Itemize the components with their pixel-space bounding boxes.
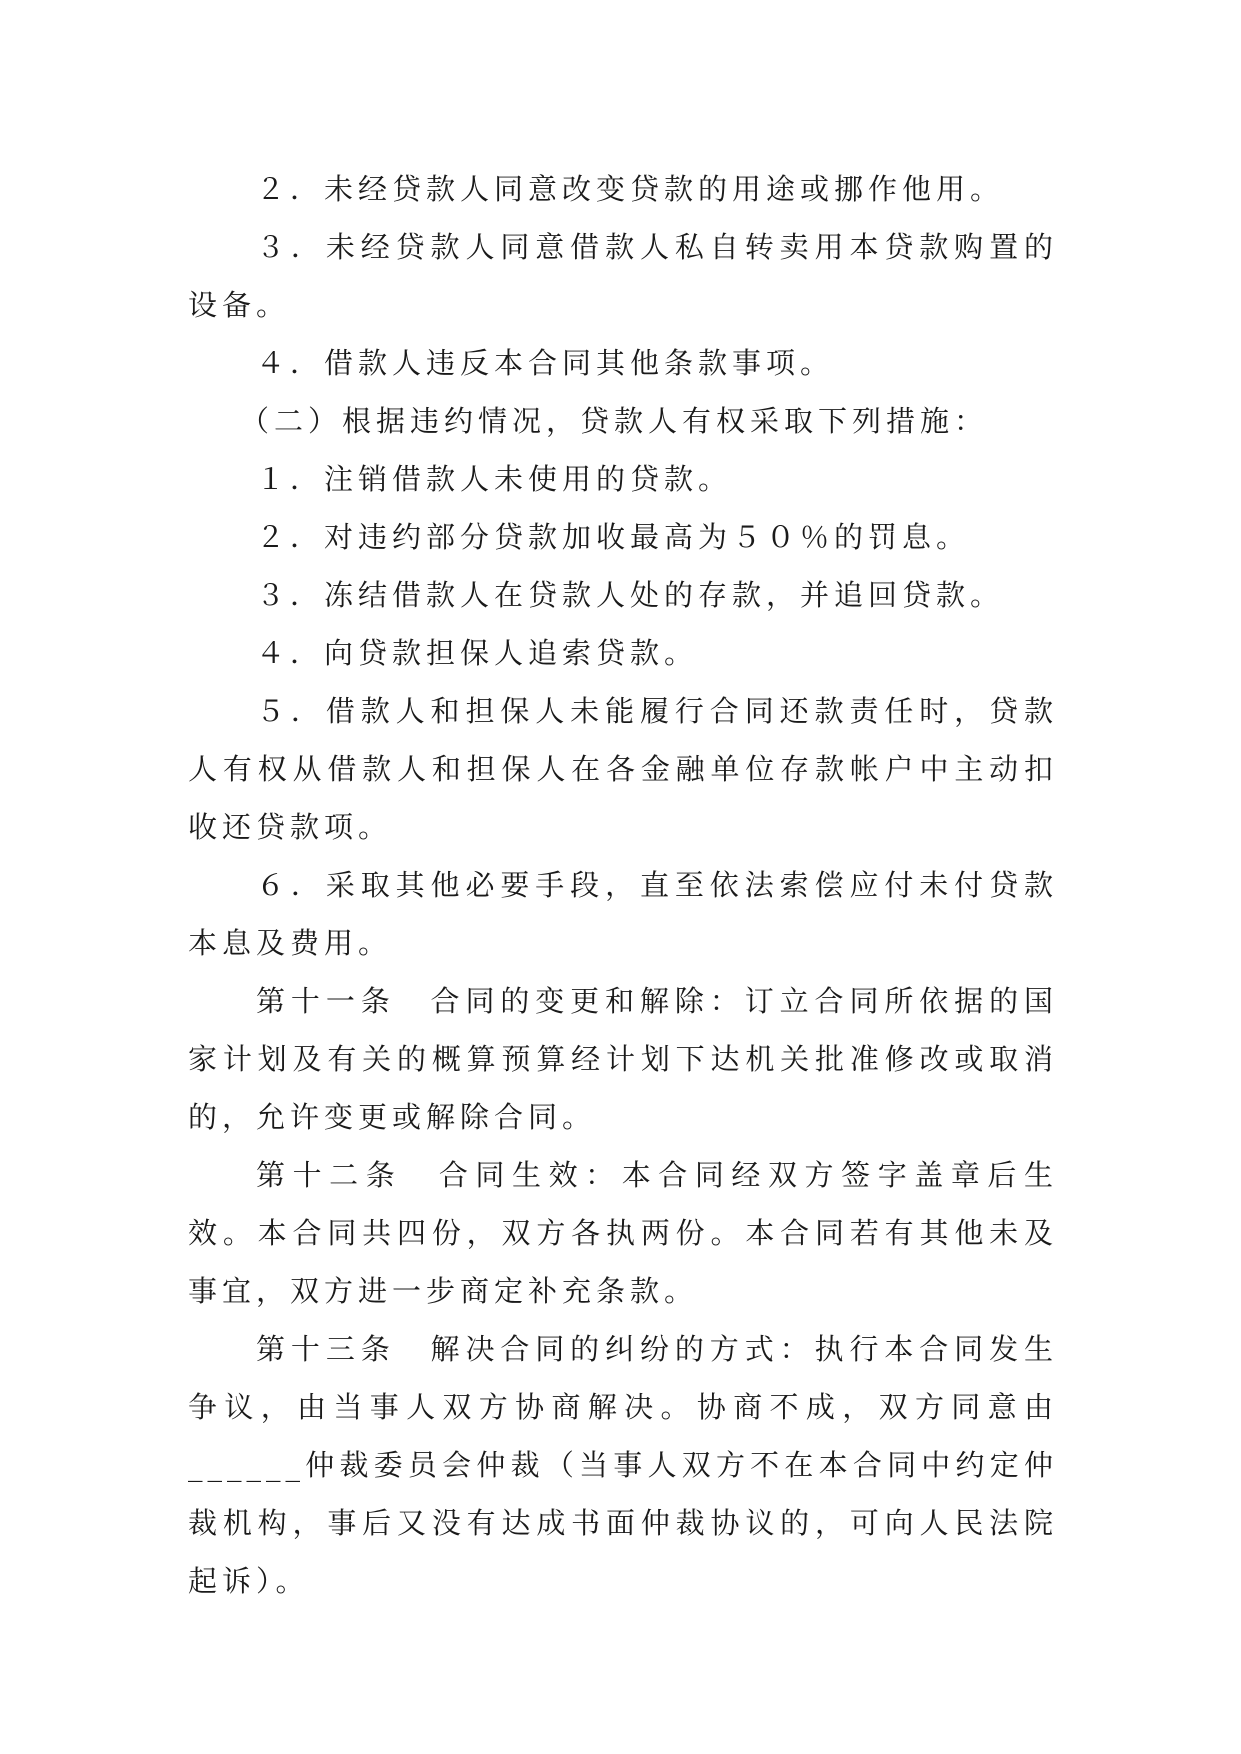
document-body xyxy=(188,160,1058,1610)
paragraph-measure-5: ５．借款人和担保人未能履行合同还款责任时，贷款人有权从借款人和担保人在各金融单位存款帐户中主动扣收还贷款项。 xyxy=(188,694,1058,844)
paragraph-clause-3: ３．未经贷款人同意借款人私自转卖用本贷款购置的设备。 xyxy=(188,230,1058,322)
paragraph-article-12: 第十二条 合同生效：本合同经双方签字盖章后生效。本合同共四份，双方各执两份。本合同若有其他未及事宜，双方进一步商定补充条款。 xyxy=(188,1158,1058,1308)
paragraph-measure-4: ４．向贷款担保人追索贷款。 xyxy=(256,636,699,670)
paragraph-measure-1: １．注销借款人未使用的贷款。 xyxy=(256,462,733,496)
paragraph-clause-4: ４．借款人违反本合同其他条款事项。 xyxy=(256,346,835,380)
paragraph-clause-2: ２．未经贷款人同意改变贷款的用途或挪作他用。 xyxy=(256,172,1005,206)
paragraph-measure-2: ２．对违约部分贷款加收最高为５０％的罚息。 xyxy=(256,520,971,554)
paragraph-section-2-heading: （二）根据违约情况，贷款人有权采取下列措施： xyxy=(240,404,989,438)
paragraph-article-11: 第十一条 合同的变更和解除：订立合同所依据的国家计划及有关的概算预算经计划下达机关批准修改或取消的，允许变更或解除合同。 xyxy=(188,984,1058,1134)
paragraph-measure-6: ６．采取其他必要手段，直至依法索偿应付未付贷款本息及费用。 xyxy=(188,868,1058,960)
paragraph-measure-3: ３．冻结借款人在贷款人处的存款，并追回贷款。 xyxy=(256,578,1005,612)
paragraph-article-13: 第十三条 解决合同的纠纷的方式：执行本合同发生争议，由当事人双方协商解决。协商不成，双方同意由______仲裁委员会仲裁（当事人双方不在本合同中约定仲裁机构，事后又没有达成书面仲裁协议的，可向人民法院起诉）。 xyxy=(188,1332,1058,1598)
